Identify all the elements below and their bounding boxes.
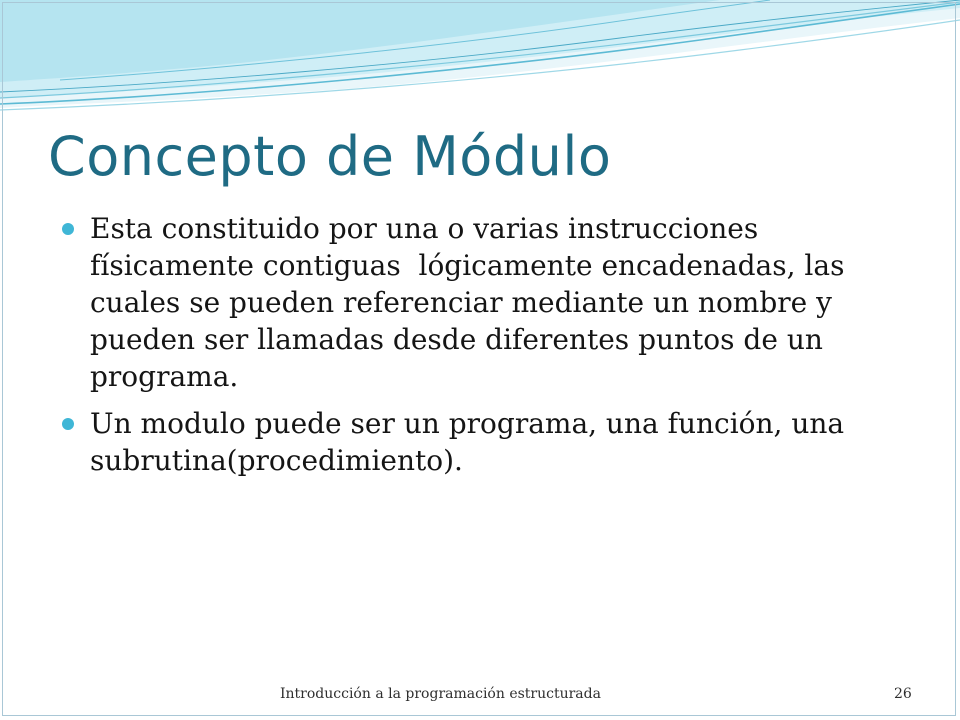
bullet-text-line: Esta constituido por una o varias instrucciones [90,212,759,245]
bullet-item-2 [60,405,860,479]
bullet-dot-icon [62,418,74,430]
bullet-text-line: subrutina(procedimiento). [90,444,463,477]
bullet-text-line: pueden ser llamadas desde diferentes puntos de un [90,323,823,356]
bullet-text-line: programa. [90,360,239,393]
bullet-item-1 [60,210,860,395]
header-wave-decoration [0,0,960,115]
bullet-text-line: Un modulo puede ser un programa, una función, una [90,407,845,440]
bullet-dot-icon [62,223,74,235]
bullet-text-line: cuales se pueden referenciar mediante un nombre y [90,286,832,319]
bullet-text-line: físicamente contiguas lógicamente encadenadas, las [90,249,845,282]
slide-title: Concepto de Módulo [48,125,612,188]
footer-text: Introducción a la programación estructurada [280,686,601,702]
page-number: 26 [894,686,912,702]
bullet-list [60,210,860,489]
